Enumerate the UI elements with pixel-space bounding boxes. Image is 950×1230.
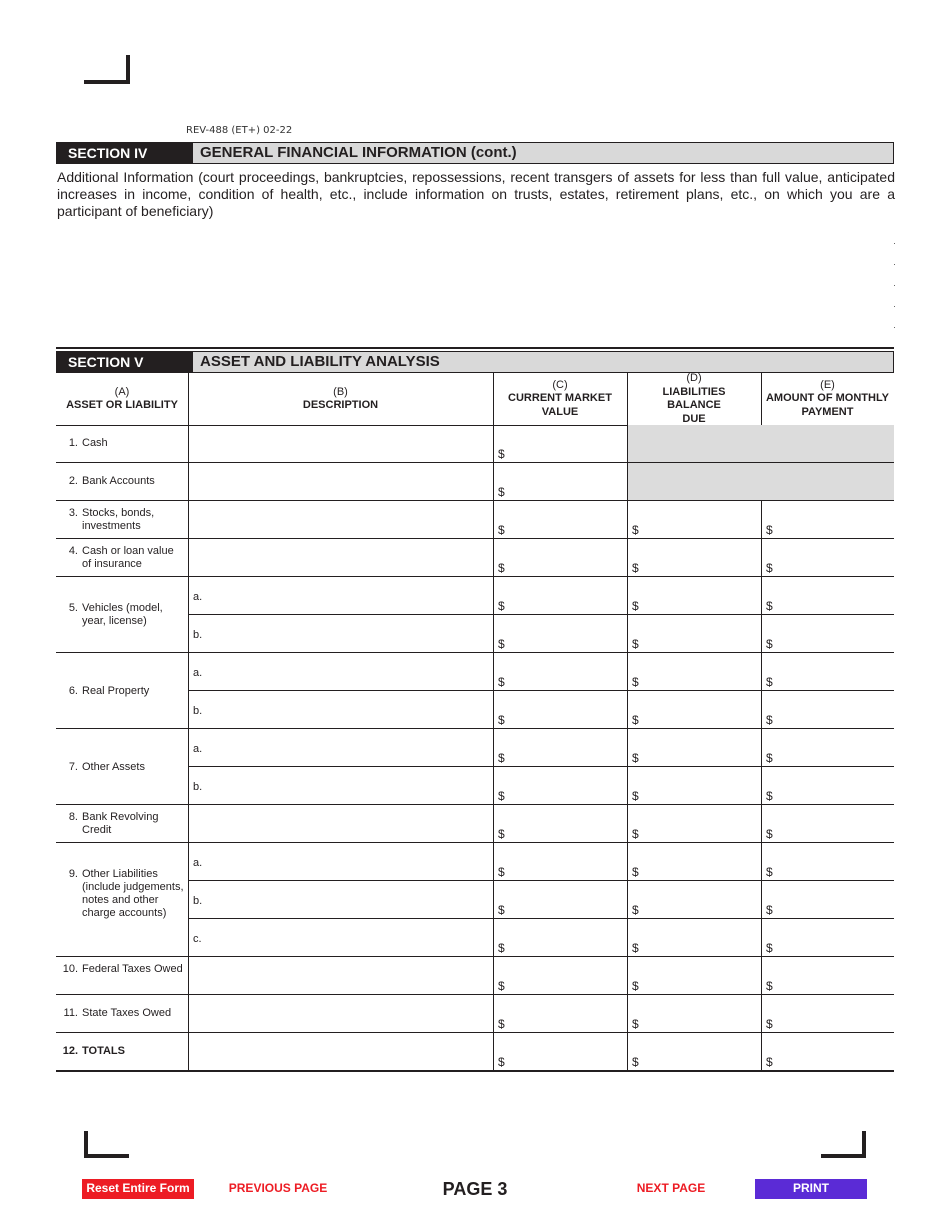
col-letter: (A): [114, 385, 130, 398]
row-separator: [56, 1070, 894, 1072]
amount-field-e[interactable]: [762, 767, 893, 804]
sub-item-label: c.: [193, 933, 202, 945]
amount-field-e[interactable]: [762, 881, 893, 918]
amount-field-c[interactable]: [494, 1033, 626, 1070]
row-label: State Taxes Owed: [82, 1007, 172, 1019]
dollar-sign: $: [498, 903, 505, 917]
dollar-sign: $: [766, 865, 773, 879]
crop-mark-top-left: [126, 55, 130, 84]
row-number: 5.: [68, 602, 78, 614]
description-field[interactable]: [189, 843, 492, 880]
description-field[interactable]: [189, 539, 492, 576]
description-field[interactable]: [189, 767, 492, 804]
dollar-sign: $: [766, 827, 773, 841]
amount-field-d[interactable]: [628, 995, 760, 1032]
dollar-sign: $: [766, 1017, 773, 1031]
section-4-header: [56, 142, 894, 164]
dollar-sign: $: [632, 561, 639, 575]
description-field[interactable]: [189, 919, 492, 956]
dollar-sign: $: [498, 447, 505, 461]
col-divider: [188, 373, 189, 1071]
dollar-sign: $: [498, 599, 505, 613]
dollar-sign: $: [498, 789, 505, 803]
sub-item-label: a.: [193, 857, 203, 869]
amount-field-e[interactable]: [762, 539, 893, 576]
section-5-title: ASSET AND LIABILITY ANALYSIS: [200, 353, 440, 370]
row-number: 2.: [68, 475, 78, 487]
amount-field-c[interactable]: [494, 805, 626, 842]
dollar-sign: $: [498, 1017, 505, 1031]
col-d-header: [627, 373, 761, 425]
row-label: Cash: [82, 437, 108, 449]
sub-item-label: b.: [193, 629, 203, 641]
amount-field-e[interactable]: [762, 957, 893, 994]
dollar-sign: $: [632, 523, 639, 537]
dollar-sign: $: [498, 637, 505, 651]
description-field[interactable]: [189, 995, 492, 1032]
amount-field-c[interactable]: [494, 691, 626, 728]
sub-item-label: a.: [193, 591, 203, 603]
amount-field-d[interactable]: [628, 767, 760, 804]
amount-field-d[interactable]: [628, 919, 760, 956]
disabled-cell: [627, 463, 894, 501]
dollar-sign: $: [632, 941, 639, 955]
dollar-sign: $: [632, 675, 639, 689]
description-field[interactable]: [189, 463, 492, 500]
amount-field-c[interactable]: [494, 539, 626, 576]
col-a-header: [56, 373, 188, 425]
col-title: LIABILITIES BALANCE DUE: [662, 385, 726, 425]
amount-field-e[interactable]: [762, 691, 893, 728]
dollar-sign: $: [766, 523, 773, 537]
description-field[interactable]: [189, 615, 492, 652]
amount-field-e[interactable]: [762, 577, 893, 614]
amount-field-d[interactable]: [628, 653, 760, 690]
dollar-sign: $: [766, 789, 773, 803]
amount-field-c[interactable]: [494, 653, 626, 690]
amount-field-d[interactable]: [628, 843, 760, 880]
col-title: ASSET OR LIABILITY: [66, 399, 178, 411]
dollar-sign: $: [498, 865, 505, 879]
row-label: Bank Accounts: [82, 475, 155, 487]
amount-field-d[interactable]: [628, 957, 760, 994]
section-5-rule: [56, 347, 894, 349]
row-number: 12.: [62, 1045, 78, 1057]
row-number: 7.: [68, 760, 78, 773]
row-label: Other Liabilities (include judgements, notes and other charge accounts): [82, 867, 184, 919]
sub-item-label: b.: [193, 705, 203, 717]
dollar-sign: $: [632, 789, 639, 803]
next-page-button[interactable]: NEXT PAGE: [636, 1181, 706, 1195]
amount-field-c[interactable]: [494, 881, 626, 918]
dollar-sign: $: [498, 713, 505, 727]
amount-field-e[interactable]: [762, 1033, 893, 1070]
row-label: TOTALS: [82, 1045, 125, 1057]
print-button[interactable]: PRINT: [755, 1179, 867, 1199]
description-field[interactable]: [189, 1033, 492, 1070]
dollar-sign: $: [766, 637, 773, 651]
amount-field-e[interactable]: [762, 843, 893, 880]
row-label: Stocks, bonds, investments: [82, 507, 155, 532]
description-field[interactable]: [189, 653, 492, 690]
disabled-cell: [627, 425, 894, 463]
dollar-sign: $: [766, 1055, 773, 1069]
description-field[interactable]: [189, 729, 492, 766]
amount-field-e[interactable]: [762, 729, 893, 766]
amount-field-e[interactable]: [762, 805, 893, 842]
dollar-sign: $: [632, 713, 639, 727]
amount-field-c[interactable]: [494, 501, 626, 538]
col-title: CURRENT MARKET VALUE: [508, 392, 612, 418]
additional-info-field[interactable]: [57, 222, 895, 338]
dollar-sign: $: [632, 1055, 639, 1069]
description-field[interactable]: [189, 425, 492, 462]
section-4-label: SECTION IV: [57, 143, 193, 163]
crop-mark-bottom-right: [821, 1154, 866, 1158]
row-number: 3.: [68, 507, 78, 519]
dollar-sign: $: [766, 903, 773, 917]
dollar-sign: $: [632, 751, 639, 765]
row-number: 4.: [68, 545, 78, 557]
section-5-label: SECTION V: [57, 352, 193, 372]
amount-field-e[interactable]: [762, 615, 893, 652]
description-field[interactable]: [189, 881, 492, 918]
dollar-sign: $: [766, 979, 773, 993]
col-b-header: [188, 373, 493, 425]
col-divider: [761, 501, 762, 1071]
dollar-sign: $: [632, 827, 639, 841]
dollar-sign: $: [632, 637, 639, 651]
col-e-header: [761, 373, 894, 425]
dollar-sign: $: [632, 1017, 639, 1031]
section-4-title: GENERAL FINANCIAL INFORMATION (cont.): [200, 144, 517, 161]
sub-item-label: b.: [193, 781, 203, 793]
col-letter: (B): [333, 385, 348, 398]
sub-item-label: b.: [193, 895, 203, 907]
dollar-sign: $: [498, 675, 505, 689]
row-label: Bank Revolving Credit: [82, 811, 159, 836]
col-letter: (E): [820, 378, 835, 391]
amount-field-c[interactable]: [494, 425, 626, 462]
description-field[interactable]: [189, 691, 492, 728]
amount-field-e[interactable]: [762, 501, 893, 538]
additional-info-label: Additional Information (court proceedings, bankruptcies, repossessions, recent transgers of assets for less than full value, anticipated increases in income, condition of health, etc., include information on trusts, estates, retirement plans, etc., on which you are a participant of beneficiary): [57, 169, 895, 219]
table-header: [56, 373, 894, 426]
dollar-sign: $: [632, 903, 639, 917]
dollar-sign: $: [766, 599, 773, 613]
col-letter: (C): [552, 378, 568, 391]
amount-field-e[interactable]: [762, 919, 893, 956]
dollar-sign: $: [498, 561, 505, 575]
description-field[interactable]: [189, 805, 492, 842]
dollar-sign: $: [498, 485, 505, 499]
dollar-sign: $: [766, 751, 773, 765]
description-field[interactable]: [189, 957, 492, 994]
description-field[interactable]: [189, 577, 492, 614]
col-divider: [493, 373, 494, 1071]
col-title: DESCRIPTION: [302, 399, 379, 411]
amount-field-c[interactable]: [494, 577, 626, 614]
amount-field-d[interactable]: [628, 577, 760, 614]
amount-field-d[interactable]: [628, 539, 760, 576]
dollar-sign: $: [498, 941, 505, 955]
row-label: Cash or loan value of insurance: [82, 545, 174, 570]
section-5-header: [56, 351, 894, 373]
amount-field-d[interactable]: [628, 501, 760, 538]
amount-field-d[interactable]: [628, 805, 760, 842]
row-label: Other Assets: [82, 760, 145, 773]
page-number: PAGE 3: [442, 1179, 508, 1199]
amount-field-c[interactable]: [494, 729, 626, 766]
crop-mark-bottom-left: [84, 1154, 129, 1158]
col-title: AMOUNT OF MONTHLY PAYMENT: [765, 392, 890, 418]
amount-field-c[interactable]: [494, 995, 626, 1032]
dollar-sign: $: [632, 865, 639, 879]
dollar-sign: $: [498, 1055, 505, 1069]
amount-field-e[interactable]: [762, 995, 893, 1032]
dollar-sign: $: [498, 979, 505, 993]
amount-field-d[interactable]: [628, 729, 760, 766]
amount-field-c[interactable]: [494, 843, 626, 880]
amount-field-c[interactable]: [494, 463, 626, 500]
reset-form-button[interactable]: Reset Entire Form: [82, 1179, 194, 1199]
amount-field-d[interactable]: [628, 881, 760, 918]
dollar-sign: $: [498, 827, 505, 841]
description-field[interactable]: [189, 501, 492, 538]
row-number: 11.: [63, 1007, 78, 1019]
col-divider: [627, 373, 628, 1071]
amount-field-e[interactable]: [762, 653, 893, 690]
amount-field-d[interactable]: [628, 615, 760, 652]
row-label: Vehicles (model, year, license): [82, 602, 163, 627]
dollar-sign: $: [632, 599, 639, 613]
row-number: 9.: [68, 867, 78, 880]
dollar-sign: $: [498, 751, 505, 765]
amount-field-d[interactable]: [628, 1033, 760, 1070]
col-c-header: [493, 373, 627, 425]
col-letter: (D): [686, 372, 702, 384]
sub-item-label: a.: [193, 667, 203, 679]
dollar-sign: $: [498, 523, 505, 537]
row-number: 8.: [68, 811, 78, 823]
amount-field-c[interactable]: [494, 957, 626, 994]
dollar-sign: $: [632, 979, 639, 993]
row-number: 6.: [68, 684, 78, 697]
crop-mark-top-left: [84, 80, 130, 84]
dollar-sign: $: [766, 561, 773, 575]
row-number: 1.: [68, 437, 78, 449]
amount-field-c[interactable]: [494, 767, 626, 804]
sub-item-label: a.: [193, 743, 203, 755]
amount-field-d[interactable]: [628, 691, 760, 728]
row-label: Federal Taxes Owed: [82, 963, 183, 975]
dollar-sign: $: [766, 675, 773, 689]
dollar-sign: $: [766, 941, 773, 955]
col-divider: [761, 373, 762, 425]
form-number: REV-488 (ET+) 02-22: [186, 125, 293, 136]
previous-page-button[interactable]: PREVIOUS PAGE: [228, 1181, 328, 1195]
row-label: Real Property: [82, 684, 150, 697]
amount-field-c[interactable]: [494, 615, 626, 652]
dollar-sign: $: [766, 713, 773, 727]
amount-field-c[interactable]: [494, 919, 626, 956]
row-number: 10.: [62, 963, 78, 975]
